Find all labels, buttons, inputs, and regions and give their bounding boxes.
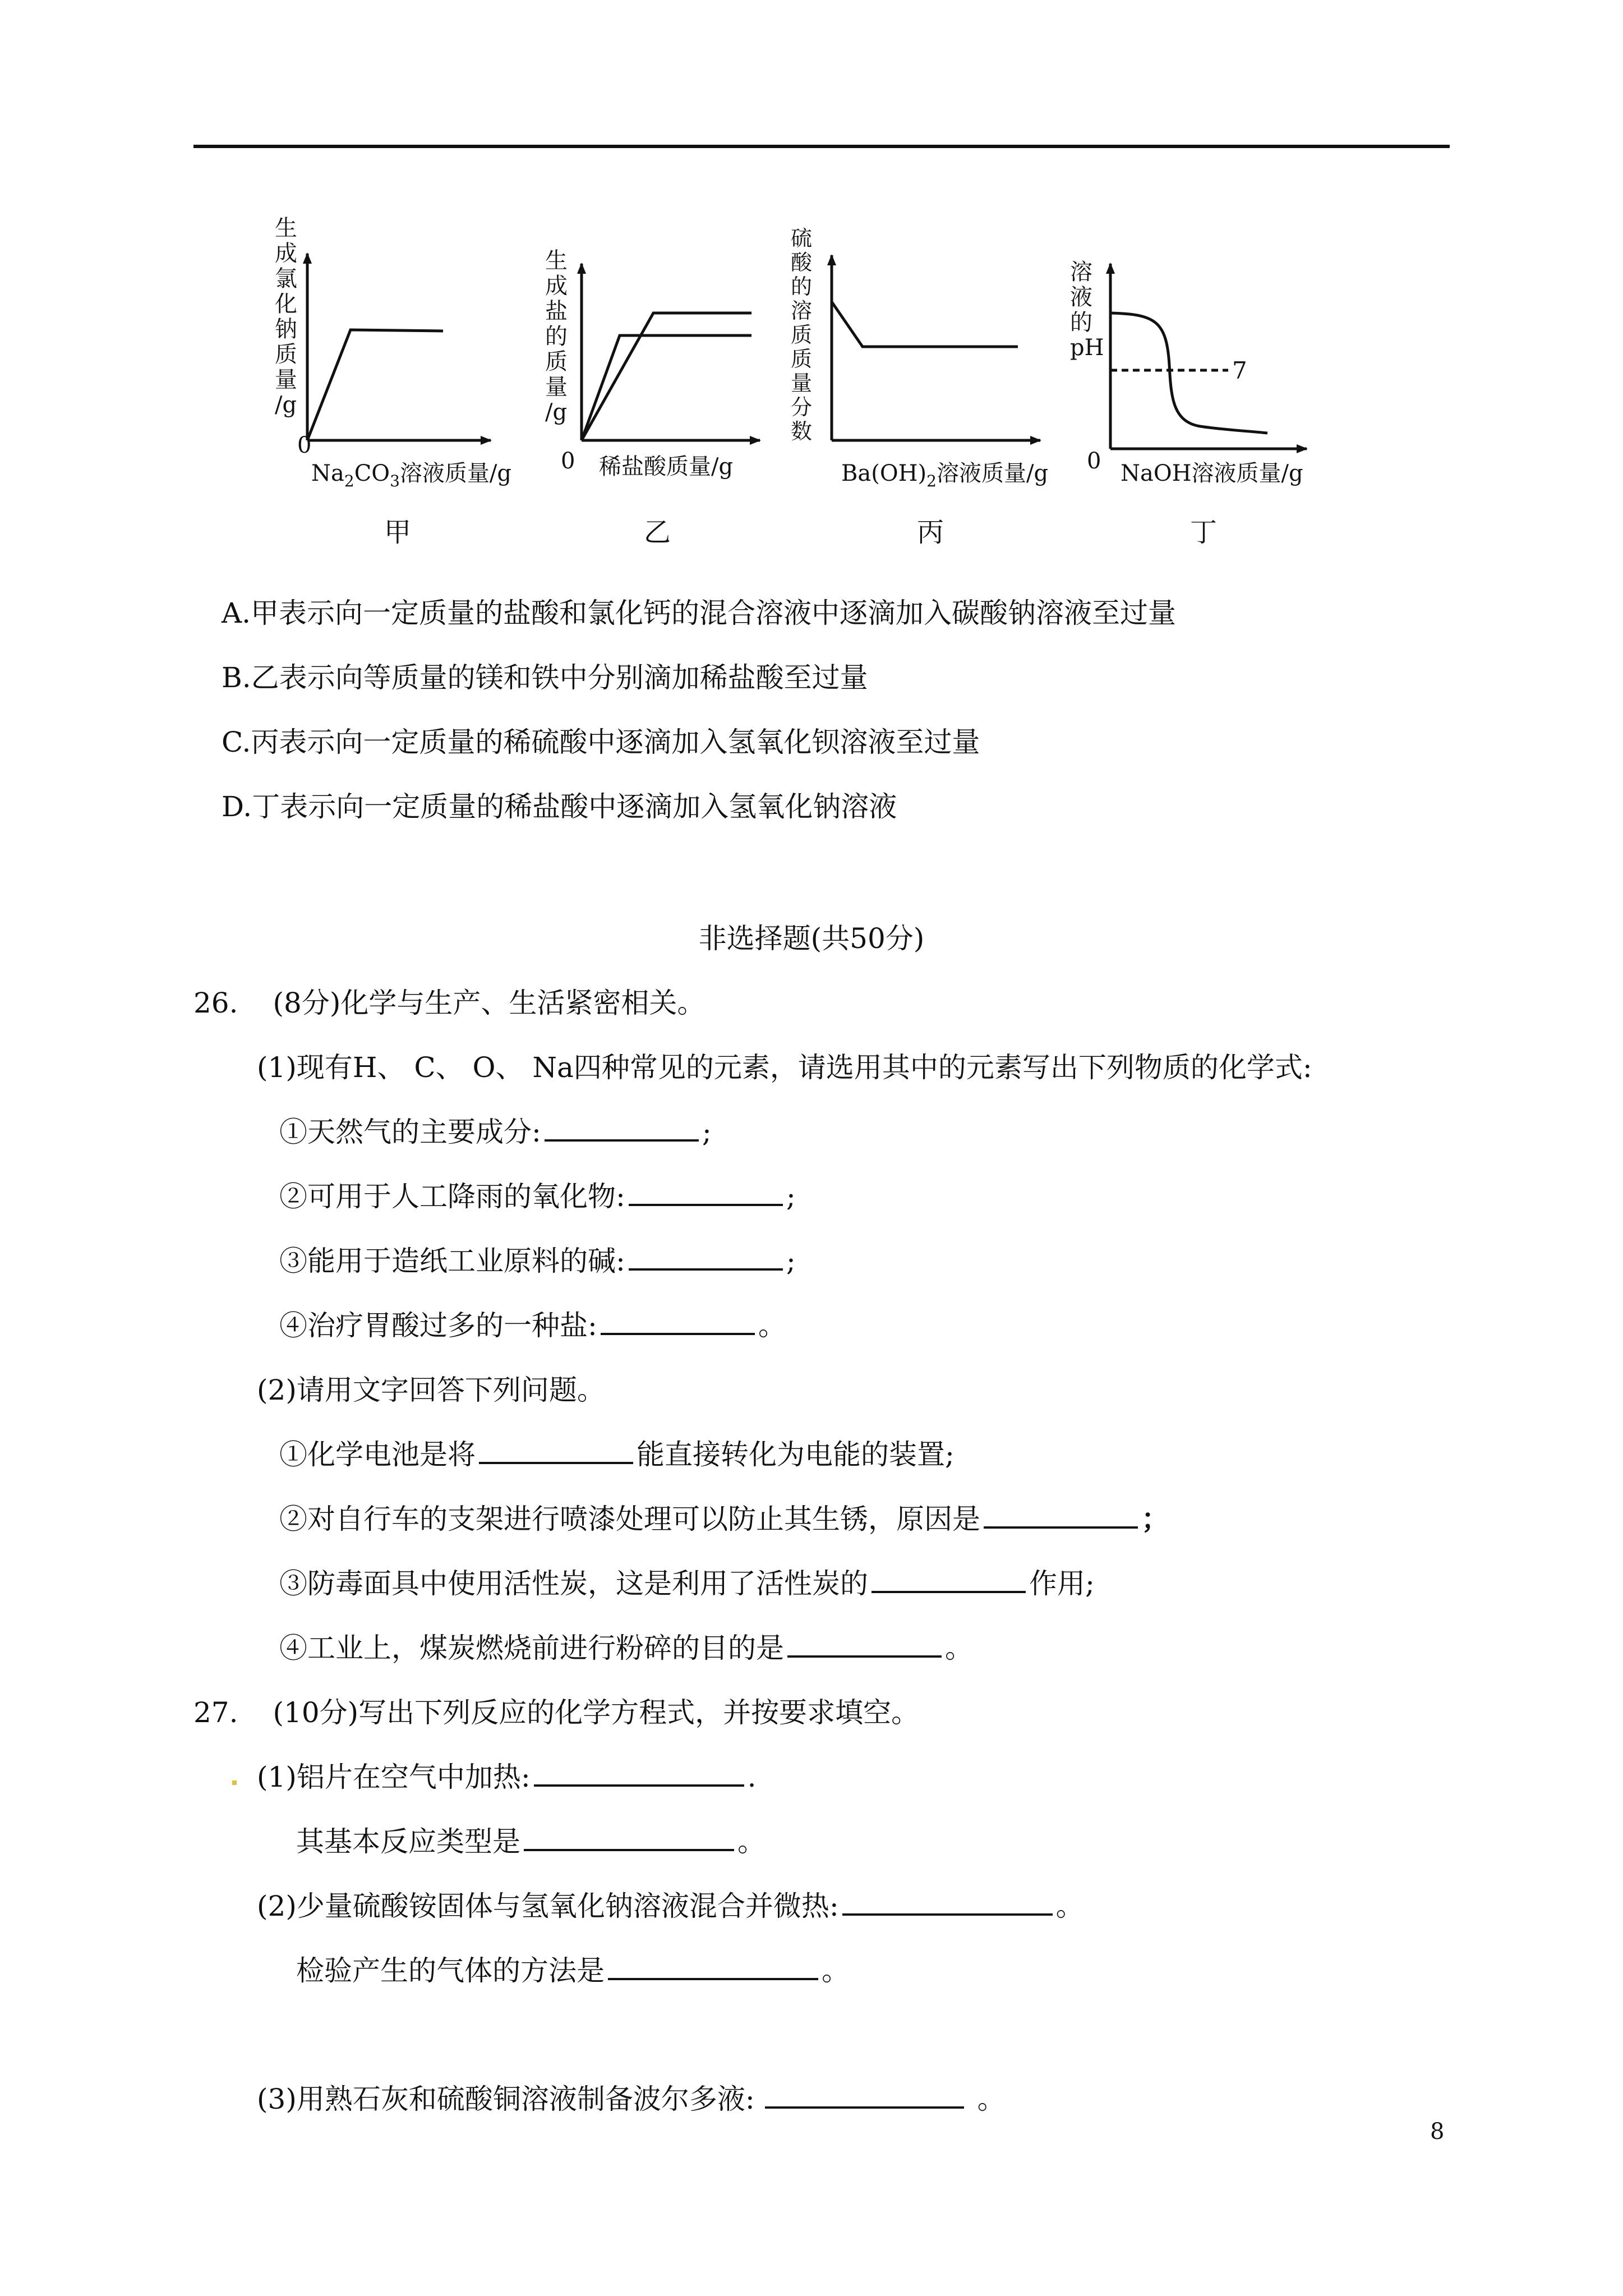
jia-y-label-char: 氯	[275, 266, 297, 292]
answer-blank-26-1-4[interactable]	[601, 1310, 755, 1335]
ding-y-label	[1070, 259, 1104, 361]
q27-heading	[193, 1696, 919, 1729]
q26-stem: (8分)化学与生产、生活紧密相关。	[273, 987, 706, 1019]
jia-y-label-char: 质	[275, 342, 297, 367]
bing-y-label-char: 分	[791, 395, 813, 420]
bing-y-label-char: 溶	[791, 298, 813, 323]
bing-y-label-char: 的	[791, 274, 813, 299]
ding-x-label: NaOH溶液质量/g	[1121, 461, 1303, 486]
yi-curve-1	[582, 313, 751, 440]
answer-blank-27-1[interactable]	[534, 1762, 744, 1787]
option-a: A.甲表示向一定质量的盐酸和氯化钙的混合溶液中逐滴加入碳酸钠溶液至过量	[222, 597, 1177, 629]
jia-chart-label: 甲	[384, 517, 412, 548]
answer-blank-26-1-1[interactable]	[545, 1117, 699, 1142]
bing-y-label-char: 硫	[791, 226, 813, 251]
bing-y-label-char: 量	[791, 371, 813, 395]
yi-y-label-char: 量	[545, 374, 568, 400]
q27-p2b: 检验产生的气体的方法是 。	[296, 1954, 850, 1987]
answer-blank-26-2-2[interactable]	[984, 1504, 1138, 1529]
bing-y-label	[791, 226, 813, 444]
section-title: 非选择题(共50分)	[698, 922, 925, 955]
ding-origin: 0	[1087, 448, 1101, 474]
option-d: D.丁表示向一定质量的稀盐酸中逐滴加入氢氧化钠溶液	[222, 790, 897, 823]
q27-stem: (10分)写出下列反应的化学方程式，并按要求填空。	[273, 1696, 920, 1729]
answer-blank-26-2-1[interactable]	[479, 1439, 633, 1464]
bing-y-label-char: 酸	[791, 250, 813, 275]
q26-p1-4: ④治疗胃酸过多的一种盐: 。	[279, 1309, 786, 1342]
jia-y-label-char: 量	[275, 367, 297, 393]
yi-curve-2	[582, 335, 751, 440]
q26-p2-1: ①化学电池是将 能直接转化为电能的装置;	[279, 1438, 955, 1471]
charts-figure	[0, 0, 1623, 561]
yi-y-label-char: 盐	[545, 298, 568, 324]
bing-curve	[832, 302, 1018, 347]
jia-x-label: $Na_2CO_3$溶液质量/g	[311, 461, 512, 490]
answer-blank-27-3[interactable]	[765, 2084, 964, 2109]
q26-number: 26.	[193, 987, 238, 1019]
option-c: C.丙表示向一定质量的稀硫酸中逐滴加入氢氧化钡溶液至过量	[222, 726, 980, 758]
q26-p2-4: ④工业上，煤炭燃烧前进行粉碎的目的是 。	[279, 1632, 973, 1664]
answer-blank-27-2[interactable]	[842, 1891, 1053, 1916]
yi-y-label	[545, 248, 568, 425]
bing-x-label: $Ba(OH)_2$溶液质量/g	[841, 461, 1049, 490]
chart-yi	[545, 248, 760, 548]
ding-y-label-char: 的	[1070, 310, 1092, 335]
answer-blank-26-1-3[interactable]	[629, 1246, 783, 1271]
stray-mark	[232, 1780, 237, 1785]
ding-ref-value: 7	[1232, 357, 1247, 384]
answer-blank-27-2b[interactable]	[608, 1955, 818, 1980]
q27-p2: (2)少量硫酸铵固体与氢氧化钠溶液混合并微热: 。	[257, 1890, 1084, 1922]
bing-y-label-char: 质	[791, 347, 813, 371]
ding-y-label-char: 液	[1070, 284, 1092, 310]
q26-p1-3: ③能用于造纸工业原料的碱: ;	[279, 1245, 796, 1277]
q27-p3: (3)用熟石灰和硫酸铜溶液制备波尔多液: 。	[257, 2083, 1006, 2115]
chart-ding	[1070, 259, 1307, 548]
chart-bing	[791, 226, 1048, 548]
yi-y-label-char: 质	[545, 349, 568, 375]
yi-x-label: 稀盐酸质量/g	[599, 454, 734, 480]
q26-p2-2: ②对自行车的支架进行喷漆处理可以防止其生锈，原因是 ；	[279, 1502, 1169, 1535]
jia-y-label-char: 钠	[275, 316, 297, 342]
q26-p1-1: ①天然气的主要成分: ;	[279, 1116, 712, 1148]
jia-y-label-char: 成	[275, 241, 297, 266]
q26-p1-2: ②可用于人工降雨的氧化物: ;	[279, 1180, 796, 1213]
bing-chart-label: 丙	[917, 517, 944, 548]
jia-curve	[307, 330, 443, 440]
answer-blank-26-1-2[interactable]	[629, 1181, 783, 1206]
bing-y-label-char: 质	[791, 323, 813, 347]
jia-y-label-char: 化	[275, 291, 297, 317]
q26-p2-3: ③防毒面具中使用活性炭，这是利用了活性炭的 作用;	[279, 1567, 1095, 1600]
bing-y-label-char: 数	[791, 419, 813, 444]
yi-chart-label: 乙	[644, 517, 671, 548]
yi-y-label-char: 的	[545, 324, 568, 349]
q26-part1: (1)现有H、 C、 O、 Na四种常见的元素，请选用其中的元素写出下列物质的化学式:	[257, 1051, 1312, 1084]
yi-y-label-char: /g	[545, 399, 568, 425]
yi-y-label-char: 成	[545, 273, 568, 299]
answer-blank-26-2-3[interactable]	[872, 1568, 1026, 1593]
page-number: 8	[1430, 2119, 1445, 2145]
ding-chart-label: 丁	[1190, 517, 1218, 548]
yi-y-label-char: 生	[545, 248, 568, 274]
chart-jia	[275, 215, 511, 548]
yi-origin: 0	[561, 448, 575, 474]
jia-y-label	[275, 215, 297, 418]
ding-y-label-char: 溶	[1070, 259, 1092, 285]
q26-heading	[193, 986, 705, 1020]
q27-number: 27.	[193, 1696, 238, 1729]
jia-y-label-char: /g	[275, 392, 297, 418]
answer-blank-26-2-4[interactable]	[787, 1633, 942, 1658]
q27-p1b: 其基本反应类型是 。	[296, 1825, 766, 1858]
jia-y-label-char: 生	[275, 215, 297, 241]
q26-part2: (2)请用文字回答下列问题。	[257, 1374, 605, 1406]
option-b: B.乙表示向等质量的镁和铁中分别滴加稀盐酸至过量	[222, 661, 868, 694]
q27-p1: (1)铝片在空气中加热: .	[257, 1761, 757, 1793]
jia-origin: 0	[297, 432, 312, 458]
ding-y-label-char: pH	[1070, 335, 1104, 361]
answer-blank-27-1b[interactable]	[524, 1826, 734, 1851]
